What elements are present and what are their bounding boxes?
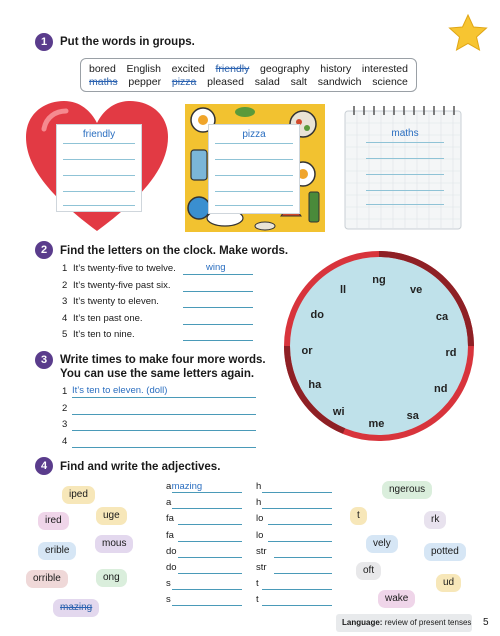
- word-item: maths: [89, 76, 118, 88]
- word-chip[interactable]: vely: [366, 535, 398, 553]
- word-chip[interactable]: mazing: [53, 599, 99, 617]
- answer-line[interactable]: [178, 524, 242, 525]
- answer-line[interactable]: [262, 508, 332, 509]
- item-number: 2: [62, 402, 68, 414]
- word-item: excited: [171, 63, 205, 75]
- footer-bar: [336, 614, 472, 632]
- answer-line[interactable]: [262, 492, 332, 493]
- answer-line[interactable]: [183, 307, 253, 308]
- answer-line[interactable]: [72, 430, 256, 431]
- section-1-heading: Put the words in groups.: [60, 36, 195, 48]
- word-item: history: [320, 63, 352, 75]
- clock-letter: do: [310, 308, 325, 321]
- answer-line[interactable]: [72, 397, 256, 398]
- word-item: bored: [89, 63, 116, 75]
- item-number: 5: [62, 329, 68, 341]
- word-prefix: t: [256, 578, 259, 590]
- clock-letter: ve: [409, 284, 423, 297]
- item-number: 1: [62, 263, 68, 274]
- section-3-number: 3: [35, 351, 53, 369]
- group-title: friendly: [82, 129, 116, 140]
- word-item: friendly: [215, 63, 250, 75]
- answer-text: mazing: [171, 481, 203, 492]
- answer-text: It’s ten to eleven. (doll): [72, 385, 168, 396]
- answer-line[interactable]: [183, 324, 253, 325]
- answer-line[interactable]: [172, 605, 242, 606]
- answer-line[interactable]: [183, 291, 253, 292]
- item-sentence: It’s twenty-five to twelve.: [73, 263, 176, 274]
- answer-line[interactable]: [172, 508, 242, 509]
- word-chip[interactable]: wake: [378, 590, 415, 608]
- answer-line[interactable]: [183, 340, 253, 341]
- word-chip[interactable]: ired: [38, 512, 69, 530]
- word-box: [80, 58, 417, 92]
- answer-line[interactable]: [178, 573, 242, 574]
- section-3-heading-line-1: Write times to make four more words.: [60, 354, 266, 366]
- word-prefix: h: [256, 481, 262, 492]
- clock-letter: me: [368, 417, 385, 430]
- clock-letter: ll: [339, 283, 347, 296]
- word-item: salad: [254, 76, 280, 88]
- word-item: pepper: [128, 76, 162, 88]
- item-number: 4: [62, 312, 68, 324]
- section-4-heading: Find and write the adjectives.: [60, 461, 221, 473]
- word-prefix: a: [166, 481, 172, 492]
- word-item: science: [372, 76, 408, 88]
- word-prefix: s: [166, 594, 171, 606]
- footer-label: Language:: [342, 618, 383, 627]
- word-item: English: [126, 63, 161, 75]
- item-number: 3: [62, 419, 68, 430]
- answer-line[interactable]: [178, 541, 242, 542]
- word-chip[interactable]: uge: [96, 507, 127, 525]
- group-paper-friendly: [56, 124, 142, 212]
- word-prefix: h: [256, 497, 262, 509]
- group-title: pizza: [242, 129, 266, 140]
- clock-letter: nd: [433, 383, 448, 396]
- word-prefix: str: [256, 562, 267, 573]
- word-prefix: a: [166, 497, 172, 509]
- answer-line[interactable]: [178, 557, 242, 558]
- word-chip[interactable]: rk: [424, 511, 446, 529]
- group-title: maths: [391, 128, 419, 139]
- clock-letter: ha: [308, 378, 322, 391]
- answer-line[interactable]: [262, 605, 332, 606]
- word-prefix: do: [166, 545, 177, 557]
- word-chip[interactable]: ong: [96, 569, 127, 587]
- star-icon: [448, 14, 488, 52]
- word-item: interested: [361, 63, 408, 75]
- word-chip[interactable]: t: [350, 507, 367, 525]
- word-prefix: s: [166, 578, 171, 590]
- word-chip[interactable]: ud: [436, 574, 461, 592]
- group-paper-pizza: [208, 124, 300, 214]
- word-prefix: str: [256, 545, 267, 557]
- answer-line[interactable]: [183, 274, 253, 275]
- word-chip[interactable]: erible: [38, 542, 76, 560]
- item-number: 1: [62, 386, 68, 397]
- answer-line[interactable]: [172, 589, 242, 590]
- answer-line[interactable]: [274, 573, 332, 574]
- word-item: pizza: [171, 76, 197, 88]
- section-3-heading-line-2: You can use the same letters again.: [60, 368, 255, 380]
- word-row-1: [81, 63, 416, 75]
- item-number: 2: [62, 279, 68, 291]
- page-number: 5: [483, 617, 489, 628]
- word-prefix: t: [256, 594, 259, 606]
- word-prefix: fa: [166, 513, 174, 525]
- word-item: salt: [290, 76, 307, 88]
- item-sentence: It’s twenty-five past six.: [73, 279, 171, 291]
- footer-text: review of present tenses: [384, 618, 472, 627]
- answer-line[interactable]: [268, 524, 332, 525]
- word-chip[interactable]: oft: [356, 562, 381, 580]
- clock-letter: rd: [445, 347, 457, 360]
- word-prefix: lo: [256, 529, 264, 541]
- clock-letter: ng: [372, 274, 386, 286]
- group-paper-maths: [360, 124, 450, 212]
- clock-letter: or: [301, 344, 313, 357]
- word-item: sandwich: [317, 76, 362, 88]
- item-number: 3: [62, 296, 68, 308]
- clock-letter: wi: [332, 405, 345, 418]
- word-chip[interactable]: potted: [424, 543, 466, 561]
- word-chip[interactable]: mous: [95, 535, 133, 553]
- item-sentence: It’s ten to nine.: [73, 329, 135, 341]
- word-item: pleased: [207, 76, 244, 88]
- item-number: 4: [62, 435, 68, 447]
- word-prefix: do: [166, 562, 177, 573]
- answer-text: wing: [206, 262, 226, 273]
- section-4-number: 4: [35, 457, 53, 475]
- answer-line[interactable]: [274, 557, 332, 558]
- answer-line[interactable]: [72, 447, 256, 448]
- section-1-number: 1: [35, 33, 53, 51]
- item-sentence: It’s twenty to eleven.: [73, 296, 159, 308]
- answer-line[interactable]: [262, 589, 332, 590]
- answer-line[interactable]: [72, 414, 256, 415]
- section-2-number: 2: [35, 241, 53, 259]
- word-chip[interactable]: ngerous: [382, 481, 432, 499]
- word-chip[interactable]: iped: [62, 486, 95, 504]
- answer-line[interactable]: [268, 541, 332, 542]
- word-chip[interactable]: orrible: [26, 570, 68, 588]
- word-row-2: [81, 76, 416, 88]
- clock-letter: sa: [406, 409, 419, 422]
- clock-letter: ca: [435, 311, 449, 324]
- answer-line[interactable]: [172, 492, 242, 493]
- word-prefix: fa: [166, 529, 174, 541]
- word-item: geography: [260, 63, 310, 75]
- section-2-heading: Find the letters on the clock. Make words.: [60, 245, 289, 257]
- item-sentence: It’s ten past one.: [73, 312, 143, 324]
- word-prefix: lo: [256, 513, 264, 525]
